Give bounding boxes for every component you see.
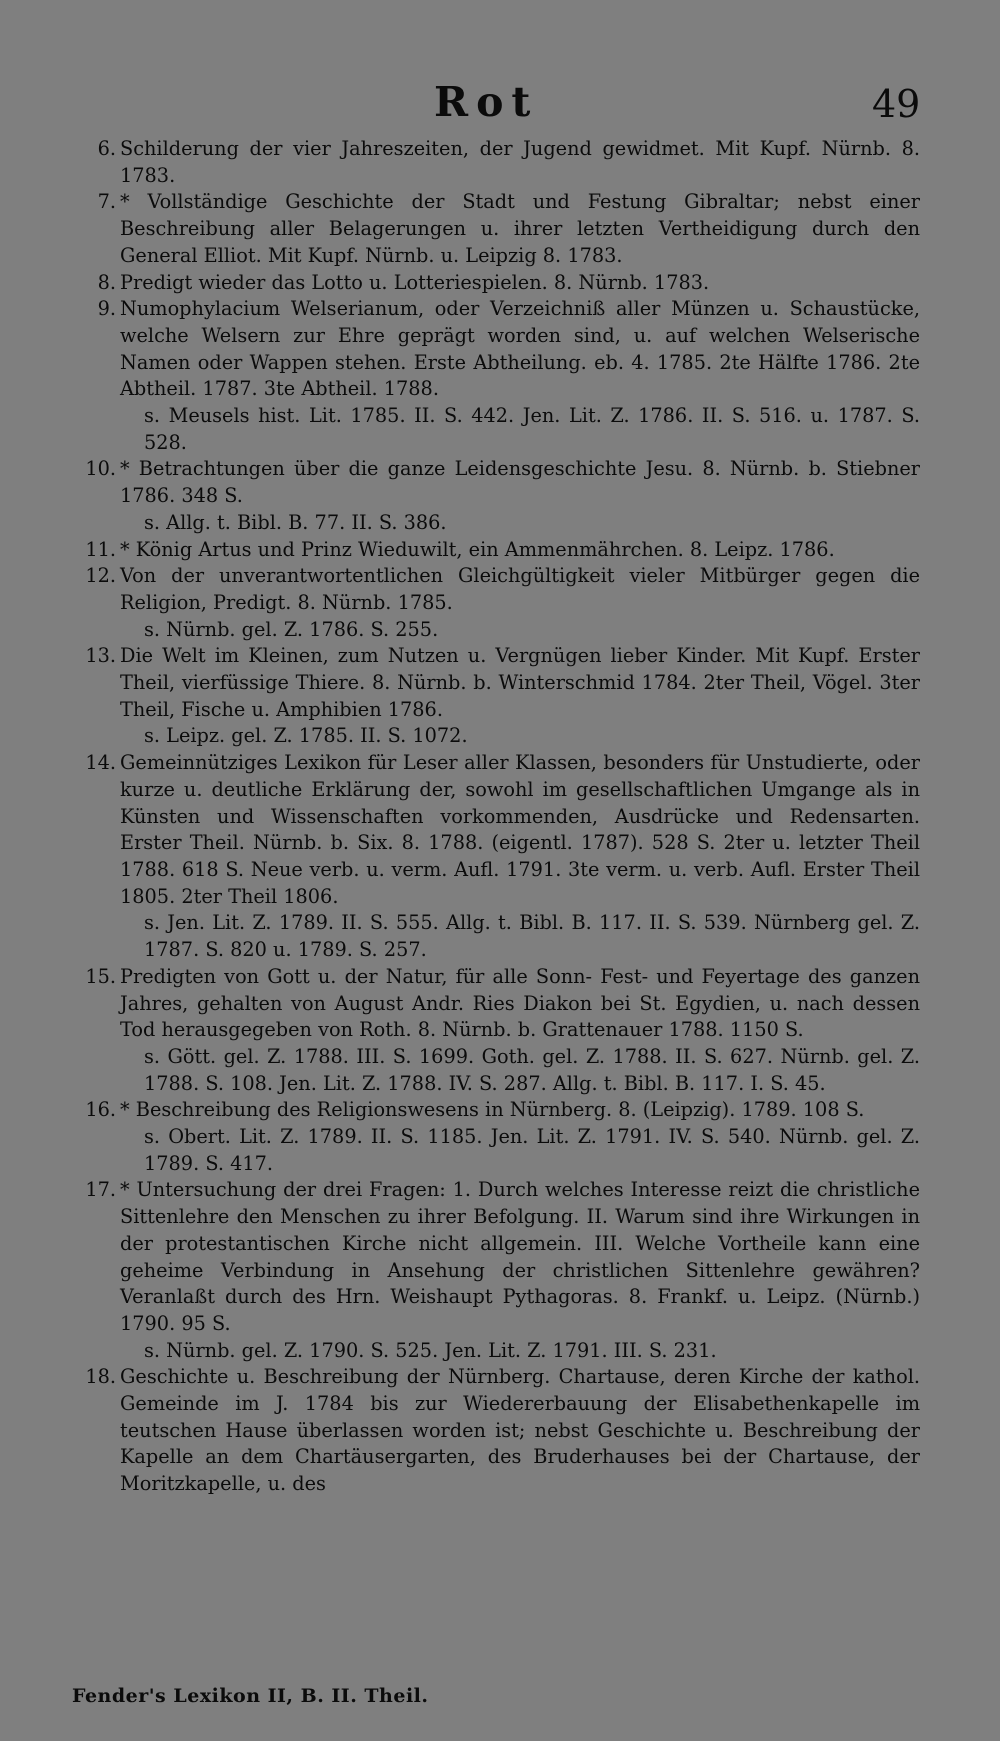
entry-review-reference: s. Nürnb. gel. Z. 1786. S. 255. xyxy=(144,617,439,641)
entry-review-reference: s. Gött. gel. Z. 1788. III. S. 1699. Goth. gel. Z. 1788. II. S. 627. Nürnb. gel. Z. 1788. S. 108. Jen. Lit. Z. 1788. IV. S. 287. Allg. t. Bibl. B. 117. I. S. 45. xyxy=(144,1044,920,1095)
entry-review-reference: s. Nürnb. gel. Z. 1790. S. 525. Jen. Lit. Z. 1791. III. S. 231. xyxy=(144,1338,717,1362)
page-number: 49 xyxy=(872,82,921,126)
bibliography-entry xyxy=(58,456,920,536)
entry-text: Numophylacium Welserianum, oder Verzeichniß aller Münzen u. Schaustücke, welche Welsern zur Ehre geprägt worden sind, u. auf welchen Welserische Namen oder Wappen stehen. Erste Abtheilung. eb. 4. 1785. 2te Hälfte 1786. 2te Abtheil. 1787. 3te Abtheil. 1788. xyxy=(120,297,920,401)
entry-review-reference: s. Obert. Lit. Z. 1789. II. S. 1185. Jen. Lit. Z. 1791. IV. S. 540. Nürnb. gel. Z. 1789. S. 417. xyxy=(144,1125,920,1175)
entry-number: 14. xyxy=(85,751,116,775)
bibliography-entry xyxy=(58,1177,920,1364)
printer-signature-line: Fender's Lexikon II, B. II. Theil. xyxy=(72,1685,429,1707)
entry-text: Die Welt im Kleinen, zum Nutzen u. Vergnügen lieber Kinder. Mit Kupf. Erster Theil, vierfüssige Thiere. 8. Nürnb. b. Winterschmid 1784. 2ter Theil, Vögel. 3ter Theil, Fische u. Amphibien 1786. xyxy=(120,644,920,721)
entry-text: * König Artus und Prinz Wieduwilt, ein Ammenmährchen. 8. Leipz. 1786. xyxy=(120,537,835,561)
entry-text: Schilderung der vier Jahreszeiten, der Jugend gewidmet. Mit Kupf. Nürnb. 8. 1783. xyxy=(120,137,920,187)
bibliography-entry xyxy=(58,270,920,297)
entry-number: 16. xyxy=(85,1098,116,1122)
entry-review-reference: s. Meusels hist. Lit. 1785. II. S. 442. Jen. Lit. Z. 1786. II. S. 516. u. 1787. S. 528. xyxy=(144,404,920,454)
entry-number: 11. xyxy=(85,537,116,561)
entry-number: 9. xyxy=(97,297,116,321)
entry-number: 13. xyxy=(85,644,116,668)
bibliography-entry xyxy=(58,1097,920,1177)
bibliography-entry xyxy=(58,537,920,564)
entry-text: Predigt wieder das Lotto u. Lotteriespielen. 8. Nürnb. 1783. xyxy=(120,270,710,294)
bibliography-entry xyxy=(58,563,920,643)
bibliography-entry xyxy=(58,643,920,750)
entry-number: 15. xyxy=(85,964,116,988)
bibliography-entry xyxy=(58,189,920,269)
bibliography-entry xyxy=(58,136,920,189)
bibliography-entry xyxy=(58,296,920,456)
entry-number: 18. xyxy=(85,1365,116,1389)
bibliography-entry xyxy=(58,1364,920,1498)
entry-text: * Vollständige Geschichte der Stadt und Festung Gibraltar; nebst einer Beschreibung aller Belagerungen u. ihrer letzten Vertheidigung durch den General Elliot. Mit Kupf. Nürnb. u. Leipzig 8. 1783. xyxy=(120,190,920,267)
running-head: Rot xyxy=(434,78,539,126)
entry-text: * Untersuchung der drei Fragen: 1. Durch welches Interesse reizt die christliche Sittenlehre den Menschen zu ihrer Befolgung. II. Warum sind ihre Wirkungen in der protestantischen Kirche nicht allgemein. III. Welche Vortheile kann eine geheime Verbindung in Ansehung der christlichen Sittenlehre gewähren? Veranlaßt durch des Hrn. Weishaupt Pythagoras. 8. Frankf. u. Leipz. (Nürnb.) 1790. 95 S. xyxy=(120,1178,920,1335)
entry-text: Von der unverantwortentlichen Gleichgültigkeit vieler Mitbürger gegen die Religion, Predigt. 8. Nürnb. 1785. xyxy=(120,564,920,614)
entry-number: 12. xyxy=(85,564,116,588)
bibliography-entries xyxy=(58,136,920,1498)
entry-number: 8. xyxy=(97,270,116,294)
entry-text: Gemeinnütziges Lexikon für Leser aller Klassen, besonders für Unstudierte, oder kurze u. deutliche Erklärung der, sowohl im gesellschaftlichen Umgange als in Künsten und Wissenschaften vorkommenden, Ausdrücke und Redensarten. Erster Theil. Nürnb. b. Six. 8. 1788. (eigentl. 1787). 528 S. 2ter u. letzter Theil 1788. 618 S. Neue verb. u. verm. Aufl. 1791. 3te verm. u. verb. Aufl. Erster Theil 1805. 2ter Theil 1806. xyxy=(120,751,920,908)
page-header xyxy=(0,78,1000,138)
entry-review-reference: s. Leipz. gel. Z. 1785. II. S. 1072. xyxy=(144,724,468,748)
entry-text: Predigten von Gott u. der Natur, für alle Sonn- Fest- und Feyertage des ganzen Jahres, gehalten von August Andr. Ries Diakon bei St. Egydien, u. nach dessen Tod herausgegeben von Roth. 8. Nürnb. b. Grattenauer 1788. 1150 S. xyxy=(120,964,920,1042)
entry-text: * Beschreibung des Religionswesens in Nürnberg. 8. (Leipzig). 1789. 108 S. xyxy=(120,1098,865,1122)
entry-review-reference: s. Allg. t. Bibl. B. 77. II. S. 386. xyxy=(144,510,447,534)
bibliography-entry xyxy=(58,750,920,964)
entry-review-reference: s. Jen. Lit. Z. 1789. II. S. 555. Allg. t. Bibl. B. 117. II. S. 539. Nürnberg gel. Z. 1787. S. 820 u. 1789. S. 257. xyxy=(144,911,920,962)
bibliography-entry xyxy=(58,964,920,1098)
entry-number: 6. xyxy=(97,137,116,160)
entry-number: 10. xyxy=(85,457,116,481)
entry-text: Geschichte u. Beschreibung der Nürnberg. Chartause, deren Kirche der kathol. Gemeinde im J. 1784 bis zur Wiedererbauung der Elisabethenkapelle im teutschen Hause überlassen worden ist; nebst Geschichte u. Beschreibung der Kapelle an dem Chartäusergarten, des Bruderhauses bei der Chartause, der Moritzkapelle, u. des xyxy=(120,1365,920,1496)
entry-text: * Betrachtungen über die ganze Leidensgeschichte Jesu. 8. Nürnb. b. Stiebner 1786. 348 S. xyxy=(120,457,920,508)
entry-number: 17. xyxy=(85,1178,116,1202)
entry-number: 7. xyxy=(97,190,116,214)
